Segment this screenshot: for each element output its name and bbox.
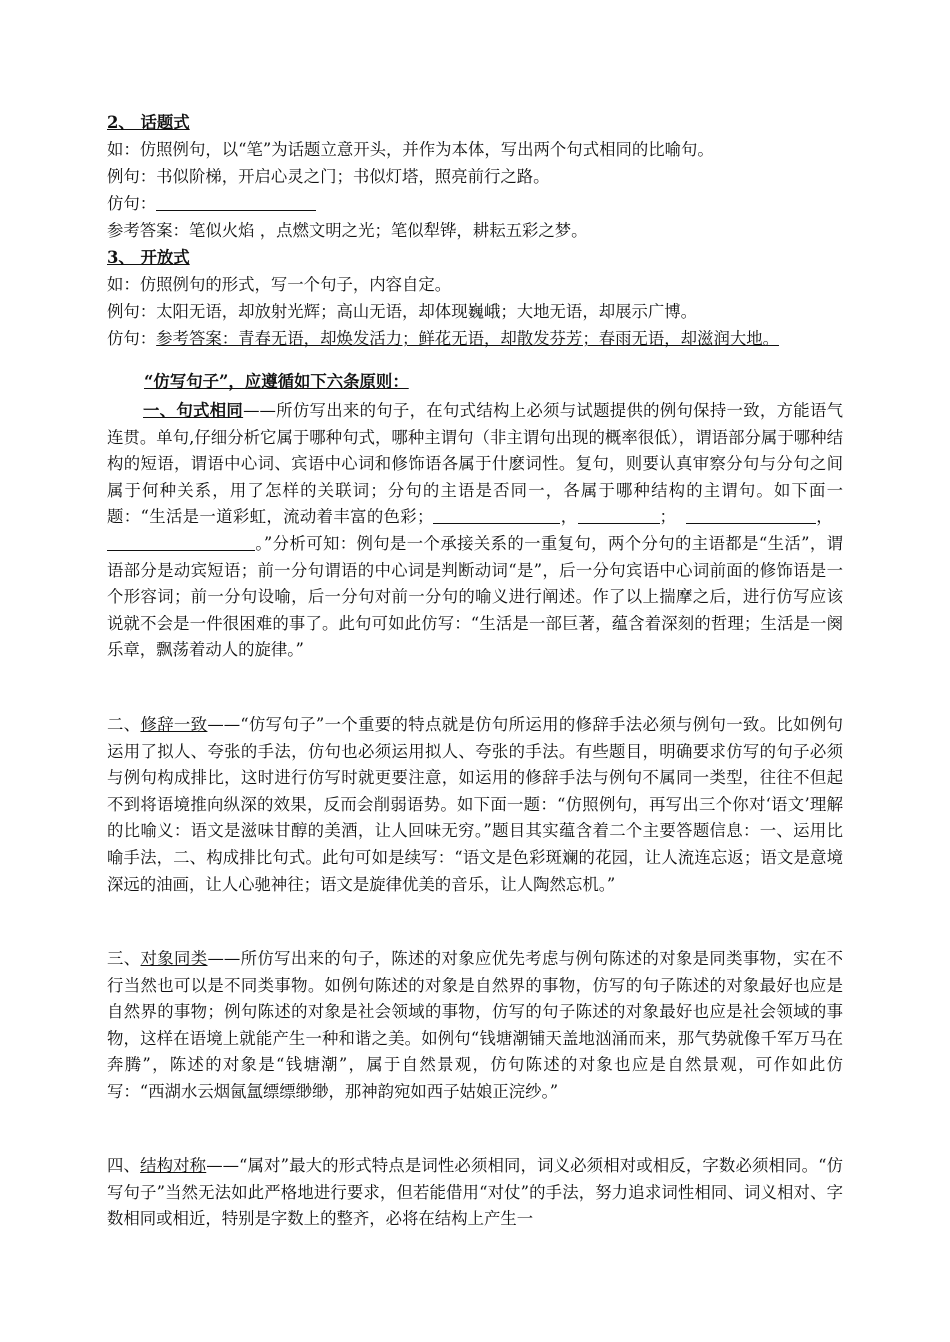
principle-3-prefix: 三、 (107, 949, 141, 968)
section-2-imitate-line (107, 191, 316, 217)
blank-1-cont (538, 507, 560, 524)
principles-title: “仿写句子”，应遵循如下六条原则： (144, 372, 409, 391)
principle-3 (107, 946, 843, 1106)
section-3-answer: 参考答案：青春无语，却焕发活力；鲜花无语，却散发芬芳；春雨无语，却滋润大地。 (156, 329, 780, 348)
blank-2 (578, 507, 660, 524)
sep-2: ； (659, 507, 676, 527)
blank-4 (107, 534, 255, 551)
section-3-example: 例句：太阳无语，却放射光辉；高山无语，却体现巍峨；大地无语，却展示广博。 (107, 302, 698, 321)
section-3-heading: 3、 开放式 (107, 248, 190, 267)
principle-3-label: 对象同类 (140, 949, 208, 968)
section-2-answer: 参考答案：笔似火焰 ，点燃文明之光；笔似犁铧，耕耘五彩之梦。 (107, 221, 588, 240)
principle-1-text-b: 。”分析可知：例句是一个承接关系的一重复句，两个分句的主语都是“生活”，谓语部分是动宾短语；前一分句谓语的中心词是判断动词“是”，后一分句宾语中心词前面的修饰语是一个形容词；前一分句设喻，后一分句对前一分句的喻义进行阐述。作了以上揣摩之后，进行仿写应该说就不会是一件很困难的事了。此句可如此仿写：“生活是一部巨著，蕴含着深刻的哲理；生活是一阕乐章，飘荡着动人的旋律。” (107, 533, 843, 660)
principle-1-text-a: ——所仿写出来的句子，在句式结构上必须与试题提供的例句保持一致，方能语气连贯。单句,仔细分析它属于哪种句式，哪种主谓句（非主谓句出现的概率很低），谓语部分属于哪种结构的短语，谓语中心词、宾语中心词和修饰语各属于什麽词性。复句，则要认真审察分句与分句之间属于何种关系，用了怎样的关联词；分句的主语是否同一，各属于哪种结构的主谓句。如下面一题：“生活是一道彩虹，流动着丰富的色彩； (107, 401, 844, 527)
principle-4-prefix: 四、 (107, 1156, 141, 1175)
section-2-heading: 2、 话题式 (107, 113, 190, 132)
principle-4 (107, 1153, 843, 1233)
principle-3-text: ——所仿写出来的句子，陈述的对象应优先考虑与例句陈述的对象是同类事物，实在不行当然也可以是不同类事物。如例句陈述的对象是自然界的事物，仿写的句子陈述的对象最好也应是自然界的事物；例句陈述的对象是社会领域的事物，仿写的句子陈述的对象最好也应是社会领域的事物，这样在语境上就能产生一种和谐之美。如例句“钱塘潮铺天盖地汹涌而来，那气势就像千军万马在奔腾”，陈述的对象是“钱塘潮”，属于自然景观，仿句陈述的对象也应是自然景观，可作如此仿写：“西湖水云烟氤氲缥缥缈缈，那神韵宛如西子姑娘正浣纱。” (107, 949, 844, 1101)
principle-2 (107, 712, 843, 898)
sep-3: ， (815, 507, 833, 527)
imitate-label: 仿句： (107, 329, 157, 348)
section-3-intro: 如：仿照例句的形式，写一个句子，内容自定。 (107, 275, 452, 294)
principle-4-text: ——“属对”最大的形式特点是词性必须相同，词义必须相对或相反，字数必须相同。“仿写句子”当然无法如此严格地进行要求，但若能借用“对仗”的手法，努力追求词性相同、词义相对、字数相同或相近，特别是字数上的整齐，必将在结构上产生一 (107, 1156, 844, 1229)
principle-1 (107, 398, 843, 664)
principle-4-label: 结构对称 (140, 1156, 207, 1175)
principle-2-label: 修辞一致 (140, 715, 208, 734)
section-2-intro: 如：仿照例句，以“笔”为话题立意开头，并作为本体，写出两个句式相同的比喻句。 (107, 140, 714, 159)
principle-2-text: ——“仿写句子”一个重要的特点就是仿句所运用的修辞手法必须与例句一致。比如例句运用了拟人、夸张的手法，仿句也必须运用拟人、夸张的手法。有些题目，明确要求仿写的句子必须与例句构成排比，这时进行仿写时就更要注意，如运用的修辞手法与例句不属同一类型，往往不但起不到将语境推向纵深的效果，反而会削弱语势。如下面一题：“仿照例句，再写出三个你对‘语文’理解的比喻义：语文是滋味甘醇的美酒，让人回味无穷。”题目其实蕴含着二个主要答题信息：一、运用比喻手法，二、构成排比句式。此句可如是续写：“语文是色彩斑斓的花园，让人流连忘返；语文是意境深远的油画，让人心驰神往；语文是旋律优美的音乐，让人陶然忘机。” (107, 715, 843, 894)
imitate-label: 仿句： (107, 194, 157, 213)
sep-1: ， (560, 507, 578, 527)
principle-1-label: 一、句式相同 (143, 401, 244, 420)
answer-blank (156, 194, 316, 211)
blank-3 (686, 507, 816, 524)
section-3-imitate-line (107, 326, 779, 352)
blank-1 (433, 507, 538, 524)
section-2-example: 例句：书似阶梯，开启心灵之门；书似灯塔，照亮前行之路。 (107, 167, 550, 186)
principle-2-prefix: 二、 (107, 715, 141, 734)
